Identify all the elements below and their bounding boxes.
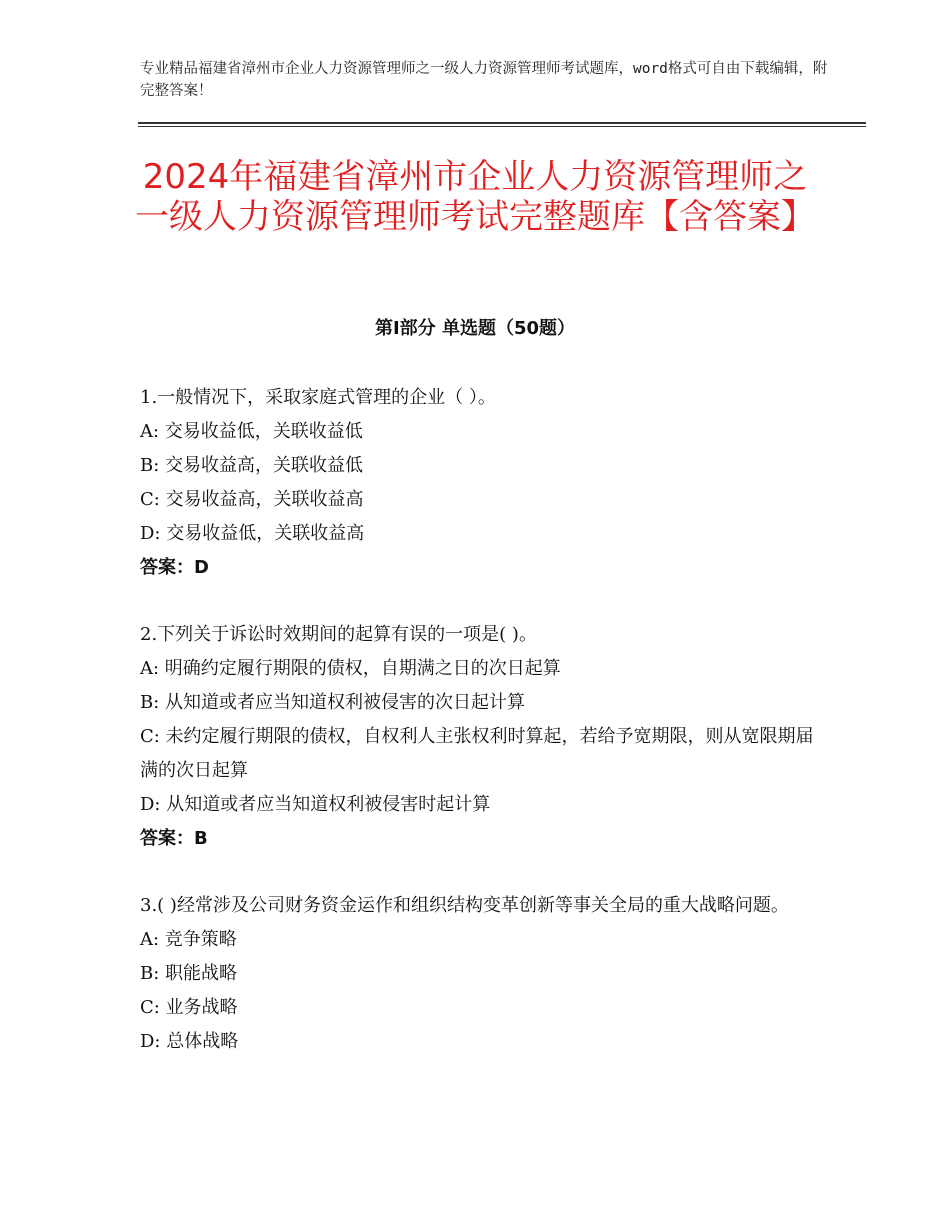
question-item: [140, 618, 820, 856]
option-d: D: 从知道或者应当知道权利被侵害时起计算: [140, 794, 491, 815]
option-b: B: 职能战略: [140, 963, 238, 984]
option-c: C: 未约定履行期限的债权，自权利人主张权利时算起，若给予宽期限，则从宽限期届满的次日起算: [140, 726, 814, 781]
question-stem: 1.一般情况下，采取家庭式管理的企业（ ）。: [140, 387, 496, 408]
option-c: C: 交易收益高，关联收益高: [140, 489, 364, 510]
section-heading: 第Ⅰ部分 单选题（50题）: [374, 318, 575, 339]
question-item: [140, 381, 820, 585]
question-stem: 3.( )经常涉及公司财务资金运作和组织结构变革创新等事关全局的重大战略问题。: [140, 895, 789, 916]
header-note: 专业精品福建省漳州市企业人力资源管理师之一级人力资源管理师考试题库，word格式可自由下载编辑，附完整答案！: [140, 61, 828, 99]
header-divider-thin: [138, 126, 866, 127]
document-title: 2024年福建省漳州市企业人力资源管理师之一级人力资源管理师考试完整题库【含答案】: [135, 157, 815, 237]
question-item: [140, 889, 820, 1059]
question-list: [140, 381, 820, 1092]
header-divider: [138, 122, 866, 124]
option-a: A: 明确约定履行期限的债权，自期满之日的次日起算: [140, 658, 561, 679]
option-a: A: 竞争策略: [140, 929, 237, 950]
answer-line: 答案：D: [140, 557, 209, 578]
option-b: B: 交易收益高，关联收益低: [140, 455, 364, 476]
option-d: D: 交易收益低，关联收益高: [140, 523, 365, 544]
option-d: D: 总体战略: [140, 1031, 239, 1052]
answer-line: 答案：B: [140, 828, 208, 849]
option-a: A: 交易收益低，关联收益低: [140, 421, 363, 442]
question-stem: 2.下列关于诉讼时效期间的起算有误的一项是( )。: [140, 624, 537, 645]
option-c: C: 业务战略: [140, 997, 238, 1018]
option-b: B: 从知道或者应当知道权利被侵害的次日起计算: [140, 692, 526, 713]
